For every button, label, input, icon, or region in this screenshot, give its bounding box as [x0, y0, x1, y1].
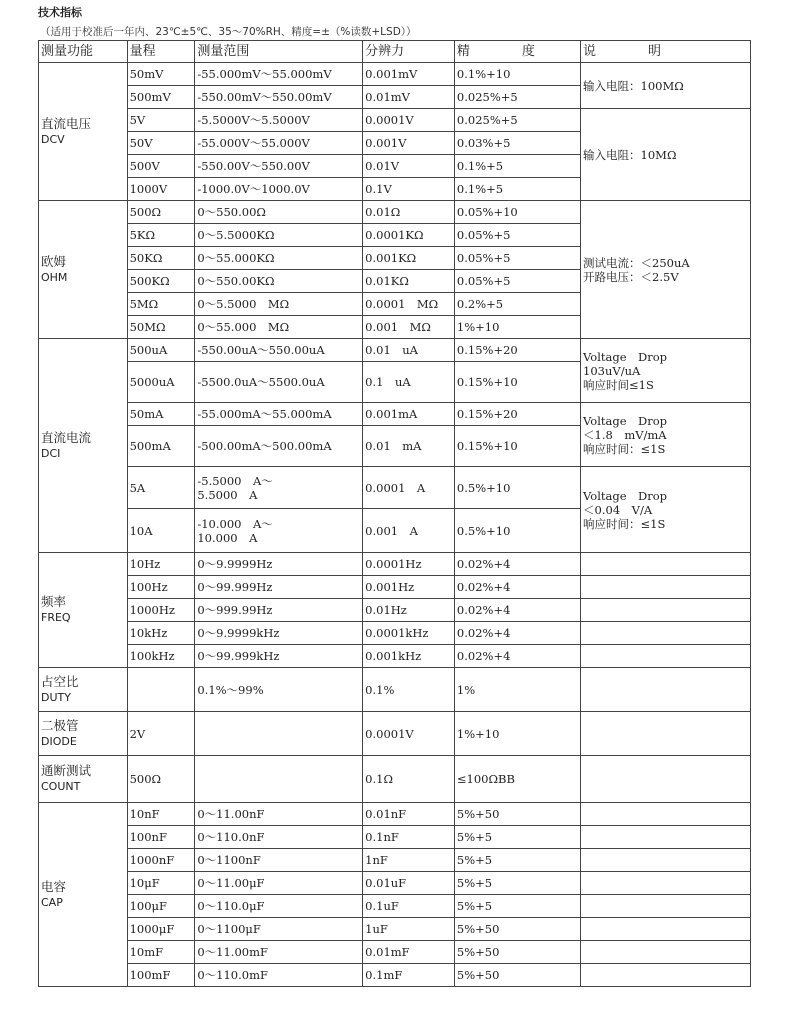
function-cell	[39, 63, 128, 201]
accuracy-cell: 0.15%+20	[454, 339, 580, 362]
note-cell	[581, 826, 751, 849]
function-name: 通断测试	[41, 763, 92, 778]
measure-range-cell: 0～110.0nF	[195, 826, 363, 849]
spec-table-body	[39, 41, 751, 987]
note-cell	[581, 553, 751, 576]
measure-range-cell: -550.00mV～550.00mV	[195, 86, 363, 109]
range-cell: 1000nF	[127, 849, 195, 872]
range-cell: 50V	[127, 132, 195, 155]
measure-range-cell: 0.1%～99%	[195, 668, 363, 712]
measure-range-cell: 0～9.9999kHz	[195, 622, 363, 645]
accuracy-cell: 0.02%+4	[454, 645, 580, 668]
range-cell: 500KΩ	[127, 270, 195, 293]
note-cell	[581, 712, 751, 756]
accuracy-cell: 5%+50	[454, 803, 580, 826]
measure-range-cell: 0～55.000KΩ	[195, 247, 363, 270]
function-name: 频率	[41, 594, 67, 609]
range-cell: 500uA	[127, 339, 195, 362]
table-row	[39, 918, 751, 941]
accuracy-cell: 0.5%+10	[454, 509, 580, 553]
resolution-cell: 0.0001 MΩ	[363, 293, 455, 316]
table-row	[39, 849, 751, 872]
range-cell: 1000μF	[127, 918, 195, 941]
table-row	[39, 467, 751, 509]
function-code: CAP	[41, 895, 63, 909]
resolution-cell: 0.01mF	[363, 941, 455, 964]
range-cell: 50MΩ	[127, 316, 195, 339]
measure-range-cell: -1000.0V～1000.0V	[195, 178, 363, 201]
table-row	[39, 576, 751, 599]
accuracy-cell: 5%+50	[454, 964, 580, 987]
measure-range-cell: 0～110.0μF	[195, 895, 363, 918]
table-row	[39, 403, 751, 426]
header-row	[39, 41, 751, 63]
accuracy-cell: 5%+5	[454, 826, 580, 849]
function-name: 二极管	[41, 717, 79, 733]
header-notes: 说 明	[581, 41, 751, 63]
function-code: FREQ	[41, 611, 71, 624]
range-cell	[127, 668, 195, 712]
resolution-cell: 0.01mV	[363, 86, 455, 109]
table-row	[39, 756, 751, 803]
table-row	[39, 622, 751, 645]
resolution-cell: 0.0001KΩ	[363, 224, 455, 247]
measure-range-cell: -10.000 A～ 10.000 A	[195, 509, 363, 553]
range-cell: 5MΩ	[127, 293, 195, 316]
accuracy-cell: 0.15%+20	[454, 403, 580, 426]
measure-range-cell: -550.00uA～550.00uA	[195, 339, 363, 362]
resolution-cell: 0.01uF	[363, 872, 455, 895]
note-cell	[581, 645, 751, 668]
resolution-cell: 0.01Ω	[363, 201, 455, 224]
range-cell: 500V	[127, 155, 195, 178]
range-cell: 10mF	[127, 941, 195, 964]
function-cell	[39, 201, 128, 339]
resolution-cell: 0.01 mA	[363, 426, 455, 467]
measure-range-cell: 0～99.999Hz	[195, 576, 363, 599]
spec-table	[38, 40, 751, 987]
function-name: 占空比	[41, 673, 79, 689]
note-cell: Voltage Drop ＜1.8 mV/mA 响应时间：≤1S	[581, 403, 751, 467]
header-accuracy: 精 度	[454, 41, 580, 63]
measure-range-cell: 0～5.5000KΩ	[195, 224, 363, 247]
measure-range-cell: -5.5000V～5.5000V	[195, 109, 363, 132]
section-title: 技术指标	[38, 6, 82, 19]
note-cell	[581, 918, 751, 941]
accuracy-cell: 0.03%+5	[454, 132, 580, 155]
measure-range-cell: 0～1100μF	[195, 918, 363, 941]
accuracy-cell: 5%+50	[454, 941, 580, 964]
range-cell: 500mV	[127, 86, 195, 109]
table-row	[39, 339, 751, 362]
table-row	[39, 712, 751, 756]
accuracy-cell: 0.05%+5	[454, 224, 580, 247]
resolution-cell: 0.001mV	[363, 63, 455, 86]
table-row	[39, 895, 751, 918]
accuracy-cell: 0.02%+4	[454, 622, 580, 645]
function-cell	[39, 803, 128, 987]
note-cell	[581, 576, 751, 599]
accuracy-cell: 5%+5	[454, 872, 580, 895]
function-cell	[39, 553, 128, 668]
function-code: OHM	[41, 270, 68, 284]
function-code: DCI	[41, 446, 61, 460]
accuracy-cell: ≤100ΩBB	[454, 756, 580, 803]
resolution-cell: 0.01KΩ	[363, 270, 455, 293]
range-cell: 5A	[127, 467, 195, 509]
range-cell: 100μF	[127, 895, 195, 918]
resolution-cell: 0.1nF	[363, 826, 455, 849]
accuracy-cell: 0.2%+5	[454, 293, 580, 316]
accuracy-cell: 0.1%+10	[454, 63, 580, 86]
conditions-note: （适用于校准后一年内、23℃±5℃、35～70%RH、精度=±（%读数+LSD））	[40, 26, 417, 38]
resolution-cell: 0.1%	[363, 668, 455, 712]
resolution-cell: 0.01V	[363, 155, 455, 178]
table-row	[39, 964, 751, 987]
measure-range-cell: -55.000V～55.000V	[195, 132, 363, 155]
accuracy-cell: 0.025%+5	[454, 109, 580, 132]
accuracy-cell: 0.02%+4	[454, 576, 580, 599]
accuracy-cell: 0.1%+5	[454, 178, 580, 201]
note-cell	[581, 803, 751, 826]
range-cell: 10Hz	[127, 553, 195, 576]
table-row	[39, 599, 751, 622]
table-row	[39, 803, 751, 826]
resolution-cell: 0.1 uA	[363, 362, 455, 403]
range-cell: 10μF	[127, 872, 195, 895]
table-row	[39, 941, 751, 964]
measure-range-cell: 0～110.0mF	[195, 964, 363, 987]
range-cell: 100nF	[127, 826, 195, 849]
header-function: 测量功能	[39, 41, 128, 63]
accuracy-cell: 0.05%+5	[454, 247, 580, 270]
resolution-cell: 0.1V	[363, 178, 455, 201]
range-cell: 500Ω	[127, 756, 195, 803]
resolution-cell: 0.001kHz	[363, 645, 455, 668]
resolution-cell: 0.01 uA	[363, 339, 455, 362]
resolution-cell: 0.1Ω	[363, 756, 455, 803]
measure-range-cell: -55.000mV～55.000mV	[195, 63, 363, 86]
function-code: DUTY	[41, 690, 71, 704]
resolution-cell: 0.0001 A	[363, 467, 455, 509]
function-code: DIODE	[41, 734, 77, 748]
header-measure-range: 测量范围	[195, 41, 363, 63]
accuracy-cell: 0.05%+5	[454, 270, 580, 293]
range-cell: 10kHz	[127, 622, 195, 645]
table-row	[39, 553, 751, 576]
header-range: 量程	[127, 41, 195, 63]
resolution-cell: 0.01Hz	[363, 599, 455, 622]
function-name: 电容	[41, 878, 67, 894]
resolution-cell: 0.001 MΩ	[363, 316, 455, 339]
accuracy-cell: 5%+5	[454, 849, 580, 872]
note-cell: 输入电阻：100MΩ	[581, 63, 751, 109]
note-cell: Voltage Drop ＜0.04 V/A 响应时间：≤1S	[581, 467, 751, 553]
range-cell: 1000Hz	[127, 599, 195, 622]
accuracy-cell: 0.15%+10	[454, 426, 580, 467]
function-name: 直流电流	[41, 429, 92, 445]
range-cell: 50KΩ	[127, 247, 195, 270]
accuracy-cell: 5%+5	[454, 895, 580, 918]
function-code: COUNT	[41, 780, 81, 793]
accuracy-cell: 1%+10	[454, 316, 580, 339]
note-cell: Voltage Drop 103uV/uA 响应时间≤1S	[581, 339, 751, 403]
measure-range-cell: -5.5000 A～ 5.5000 A	[195, 467, 363, 509]
resolution-cell: 0.0001Hz	[363, 553, 455, 576]
accuracy-cell: 0.02%+4	[454, 599, 580, 622]
range-cell: 500Ω	[127, 201, 195, 224]
range-cell: 5V	[127, 109, 195, 132]
measure-range-cell: 0～11.00mF	[195, 941, 363, 964]
measure-range-cell: 0～11.00μF	[195, 872, 363, 895]
function-name: 欧姆	[41, 253, 67, 269]
table-row	[39, 872, 751, 895]
accuracy-cell: 1%+10	[454, 712, 580, 756]
table-row	[39, 826, 751, 849]
resolution-cell: 0.001mA	[363, 403, 455, 426]
note-cell	[581, 964, 751, 987]
table-row	[39, 109, 751, 132]
accuracy-cell: 0.025%+5	[454, 86, 580, 109]
table-row	[39, 645, 751, 668]
measure-range-cell: 0～999.99Hz	[195, 599, 363, 622]
accuracy-cell: 0.02%+4	[454, 553, 580, 576]
table-row	[39, 668, 751, 712]
function-cell	[39, 756, 128, 803]
range-cell: 2V	[127, 712, 195, 756]
resolution-cell: 0.001V	[363, 132, 455, 155]
measure-range-cell	[195, 756, 363, 803]
accuracy-cell: 0.05%+10	[454, 201, 580, 224]
note-cell	[581, 756, 751, 803]
measure-range-cell: -5500.0uA～5500.0uA	[195, 362, 363, 403]
range-cell: 10nF	[127, 803, 195, 826]
note-cell: 测试电流：＜250uA 开路电压：＜2.5V	[581, 201, 751, 339]
function-cell	[39, 668, 128, 712]
note-cell	[581, 872, 751, 895]
resolution-cell: 0.1mF	[363, 964, 455, 987]
resolution-cell: 1uF	[363, 918, 455, 941]
range-cell: 100kHz	[127, 645, 195, 668]
range-cell: 10A	[127, 509, 195, 553]
note-cell	[581, 895, 751, 918]
note-cell	[581, 599, 751, 622]
function-cell	[39, 339, 128, 553]
range-cell: 5000uA	[127, 362, 195, 403]
function-name: 直流电压	[41, 115, 92, 131]
measure-range-cell	[195, 712, 363, 756]
resolution-cell: 0.01nF	[363, 803, 455, 826]
measure-range-cell: 0～55.000 MΩ	[195, 316, 363, 339]
accuracy-cell: 0.15%+10	[454, 362, 580, 403]
range-cell: 50mV	[127, 63, 195, 86]
range-cell: 500mA	[127, 426, 195, 467]
note-cell	[581, 941, 751, 964]
table-row	[39, 201, 751, 224]
resolution-cell: 0.001KΩ	[363, 247, 455, 270]
measure-range-cell: 0～550.00Ω	[195, 201, 363, 224]
measure-range-cell: 0～99.999kHz	[195, 645, 363, 668]
range-cell: 1000V	[127, 178, 195, 201]
measure-range-cell: 0～11.00nF	[195, 803, 363, 826]
note-cell	[581, 849, 751, 872]
range-cell: 50mA	[127, 403, 195, 426]
measure-range-cell: -550.00V～550.00V	[195, 155, 363, 178]
function-cell	[39, 712, 128, 756]
measure-range-cell: -55.000mA～55.000mA	[195, 403, 363, 426]
resolution-cell: 0.1uF	[363, 895, 455, 918]
accuracy-cell: 1%	[454, 668, 580, 712]
function-code: DCV	[41, 132, 65, 146]
measure-range-cell: 0～550.00KΩ	[195, 270, 363, 293]
resolution-cell: 0.001Hz	[363, 576, 455, 599]
measure-range-cell: 0～1100nF	[195, 849, 363, 872]
resolution-cell: 0.0001V	[363, 712, 455, 756]
note-cell	[581, 622, 751, 645]
note-cell	[581, 668, 751, 712]
measure-range-cell: -500.00mA～500.00mA	[195, 426, 363, 467]
range-cell: 100mF	[127, 964, 195, 987]
accuracy-cell: 0.1%+5	[454, 155, 580, 178]
range-cell: 100Hz	[127, 576, 195, 599]
resolution-cell: 1nF	[363, 849, 455, 872]
resolution-cell: 0.001 A	[363, 509, 455, 553]
range-cell: 5KΩ	[127, 224, 195, 247]
measure-range-cell: 0～9.9999Hz	[195, 553, 363, 576]
resolution-cell: 0.0001V	[363, 109, 455, 132]
accuracy-cell: 0.5%+10	[454, 467, 580, 509]
accuracy-cell: 5%+50	[454, 918, 580, 941]
measure-range-cell: 0～5.5000 MΩ	[195, 293, 363, 316]
table-row	[39, 63, 751, 86]
note-cell: 输入电阻：10MΩ	[581, 109, 751, 201]
resolution-cell: 0.0001kHz	[363, 622, 455, 645]
header-resolution: 分辨力	[363, 41, 455, 63]
